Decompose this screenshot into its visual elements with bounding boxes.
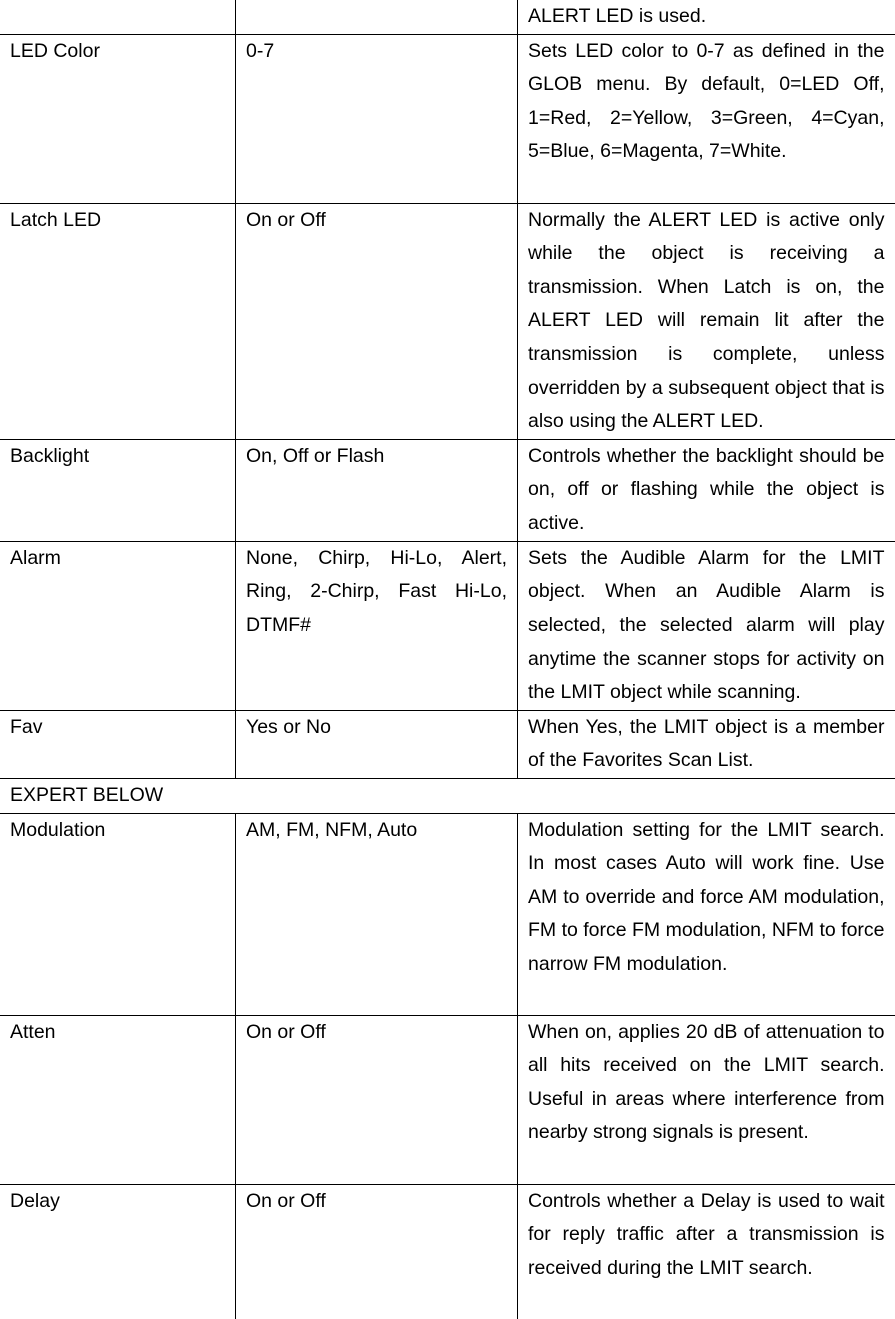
setting-values: Yes or No [236,710,518,778]
section-heading: EXPERT BELOW [0,778,895,813]
setting-description: Sets the Audible Alarm for the LMIT object. When an Audible Alarm is selected, the selected alarm will play anytime the scanner stops for activity on the LMIT object while scanning. [518,541,895,710]
setting-values: On or Off [236,203,518,439]
table-row [0,203,895,439]
setting-description: Sets LED color to 0-7 as defined in the GLOB menu. By default, 0=LED Off, 1=Red, 2=Yellow, 3=Green, 4=Cyan, 5=Blue, 6=Magenta, 7=White. [518,34,895,203]
setting-values: AM, FM, NFM, Auto [236,813,518,1015]
setting-name [0,0,236,34]
setting-description: Modulation setting for the LMIT search. In most cases Auto will work fine. Use AM to override and force AM modulation, FM to force FM modulation, NFM to force narrow FM modulation. [518,813,895,1015]
setting-name: Alarm [0,541,236,710]
setting-description: Normally the ALERT LED is active only while the object is receiving a transmission. When Latch is on, the ALERT LED will remain lit after the transmission is complete, unless overridden by a subsequent object that is also using the ALERT LED. [518,203,895,439]
setting-values: 0-7 [236,34,518,203]
setting-description: Controls whether a Delay is used to wait for reply traffic after a transmission is received during the LMIT search. [518,1184,895,1319]
setting-description: ALERT LED is used. [518,0,895,34]
table-row [0,439,895,541]
setting-name: Backlight [0,439,236,541]
section-row [0,778,895,813]
table-row [0,710,895,778]
setting-values: On or Off [236,1015,518,1184]
setting-description: Controls whether the backlight should be on, off or flashing while the object is active. [518,439,895,541]
setting-values: On, Off or Flash [236,439,518,541]
setting-name: Delay [0,1184,236,1319]
setting-name: Latch LED [0,203,236,439]
setting-description: When on, applies 20 dB of attenuation to all hits received on the LMIT search. Useful in areas where interference from nearby strong signals is present. [518,1015,895,1184]
table-row [0,0,895,34]
setting-name: Fav [0,710,236,778]
setting-values [236,0,518,34]
table-row [0,1184,895,1319]
setting-description: When Yes, the LMIT object is a member of the Favorites Scan List. [518,710,895,778]
table-row [0,813,895,1015]
setting-name: LED Color [0,34,236,203]
table-row [0,34,895,203]
setting-values: None, Chirp, Hi-Lo, Alert, Ring, 2-Chirp, Fast Hi-Lo, DTMF# [236,541,518,710]
table-row [0,541,895,710]
table-row [0,1015,895,1184]
setting-name: Modulation [0,813,236,1015]
setting-values: On or Off [236,1184,518,1319]
setting-name: Atten [0,1015,236,1184]
